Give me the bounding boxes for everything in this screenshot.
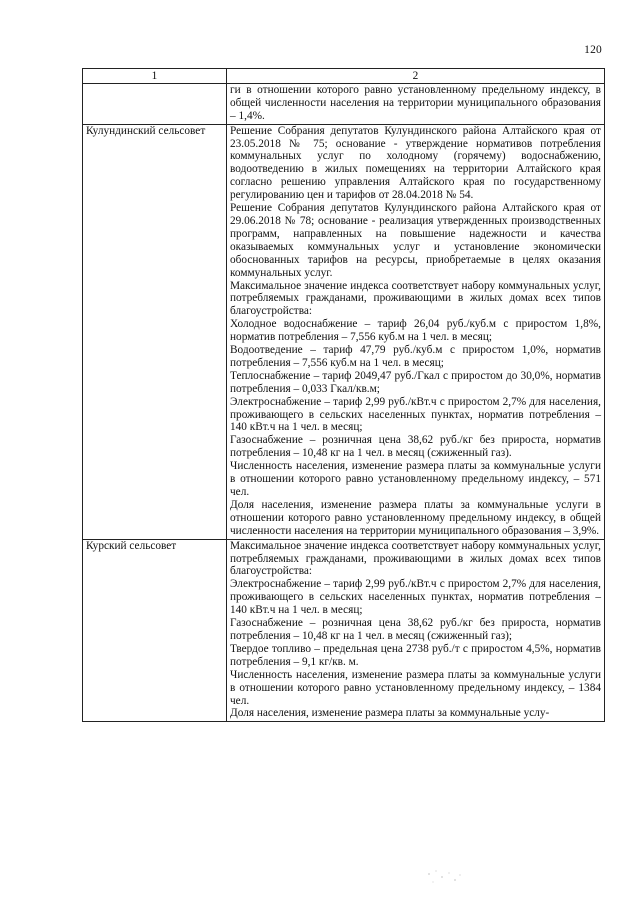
paragraph: Доля населения, изменение размера платы за коммунальные услуги в отношении которого равно установленному предельному индексу, в общей численности населения на территории муниципального образования – 3,9%. bbox=[230, 498, 601, 537]
table-row bbox=[83, 539, 605, 722]
description-cell bbox=[227, 539, 605, 722]
paragraph: Решение Собрания депутатов Кулундинского района Алтайского края от 23.05.2018 № 75; основание - утверждение нормативов потребления коммунальных услуг по холодному (горячему) водоснабжению, водоотведению в жилых помещениях на территории Алтайского края согласно решению управления Алтайского края по государственному регулированию цен и тарифов от 28.04.2018 № 54. bbox=[230, 124, 601, 202]
paragraph: Электроснабжение – тариф 2,99 руб./кВт.ч с приростом 2,7% для населения, проживающего в сельских населенных пунктах, норматив потребления – 140 кВт.ч на 1 чел. в месяц; bbox=[230, 395, 601, 434]
paragraph: Численность населения, изменение размера платы за коммунальные услуги в отношении которого равно установленному предельному индексу, – 1384 чел. bbox=[230, 668, 601, 707]
table-row bbox=[83, 83, 605, 124]
municipalities-table bbox=[82, 68, 605, 722]
page-number: 120 bbox=[584, 44, 602, 56]
paragraph: Газоснабжение – розничная цена 38,62 руб./кг без прироста, норматив потребления – 10,48 кг на 1 чел. в месяц (сжиженный газ); bbox=[230, 617, 601, 642]
paragraph: ги в отношении которого равно установленному предельному индексу, в общей численности населения на территории муниципального образования – 1,4%. bbox=[230, 83, 601, 122]
description-cell bbox=[227, 124, 605, 539]
paragraph: Численность населения, изменение размера платы за коммунальные услуги в отношении которого равно установленному предельному индексу, – 571 чел. bbox=[230, 460, 601, 498]
paragraph: Водоотведение – тариф 47,79 руб./куб.м с приростом 1,0%, норматив потребления – 7,556 куб.м на 1 чел. в месяц; bbox=[230, 344, 601, 369]
paragraph: Твердое топливо – предельная цена 2738 руб./т с приростом 4,5%, норматив потребления – 9,1 кг/кв. м. bbox=[230, 642, 601, 668]
header-col-1: 1 bbox=[83, 69, 227, 84]
paragraph: Решение Собрания депутатов Кулундинского района Алтайского края от 29.06.2018 № 78; основание - реализация утвержденных производственных программ, направленных на повышение надежности и качества оказываемых коммунальных услуг и установление экономически обоснованных тарифов на ресурсы, приобретаемые в целях оказания коммунальных услуг. bbox=[230, 202, 601, 279]
table-row bbox=[83, 124, 605, 539]
scan-artifact bbox=[425, 868, 465, 888]
paragraph: Электроснабжение – тариф 2,99 руб./кВт.ч с приростом 2,7% для населения, проживающего в сельских населенных пунктах, норматив потребления – 140 кВт.ч на 1 чел. в месяц; bbox=[230, 578, 601, 617]
paragraph: Холодное водоснабжение – тариф 26,04 руб./куб.м с приростом 1,8%, норматив потребления – 7,556 куб.м на 1 чел. в месяц; bbox=[230, 318, 601, 344]
municipality-name: Кулундинский сельсовет bbox=[83, 124, 227, 539]
paragraph: Максимальное значение индекса соответствует набору коммунальных услуг, потребляемых гражданами, проживающими в жилых домах всех типов благоустройства: bbox=[230, 539, 601, 578]
paragraph: Теплоснабжение – тариф 2049,47 руб./Гкал с приростом до 30,0%, норматив потребления – 0,033 Гкал/кв.м; bbox=[230, 369, 601, 395]
table-header-row bbox=[83, 69, 605, 84]
paragraph: Максимальное значение индекса соответствует набору коммунальных услуг, потребляемых гражданами, проживающими в жилых домах всех типов благоустройства: bbox=[230, 279, 601, 318]
paragraph: Газоснабжение – розничная цена 38,62 руб./кг без прироста, норматив потребления – 10,48 кг на 1 чел. в месяц (сжиженный газ). bbox=[230, 434, 601, 460]
municipality-name bbox=[83, 83, 227, 124]
paragraph: Доля населения, изменение размера платы за коммунальные услу- bbox=[230, 707, 550, 720]
header-col-2: 2 bbox=[227, 69, 605, 84]
municipality-name: Курский сельсовет bbox=[83, 539, 227, 722]
description-cell bbox=[227, 83, 605, 124]
